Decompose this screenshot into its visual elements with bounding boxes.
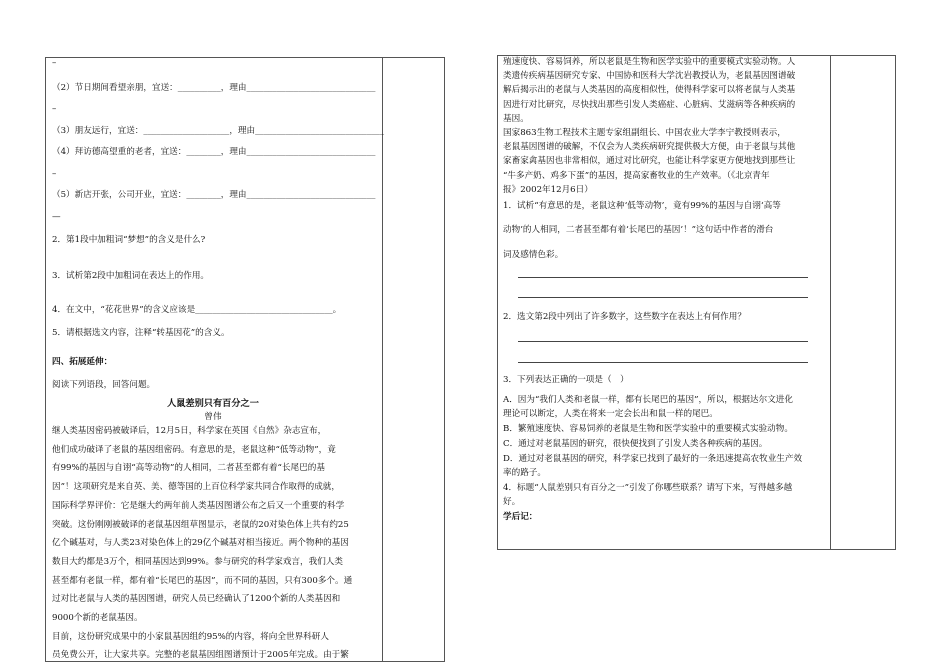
option-a-line-2: 理论可以断定，人类在将来一定会长出和鼠一样的尾巴。 [503, 409, 718, 419]
reading-instruction: 阅读下列语段，回答问题。 [52, 380, 156, 390]
paragraph-line: 员免费公开，让大家共享。完整的老鼠基因组图谱预计于2005年完成。由于繁 [52, 650, 349, 661]
option-d-line-1: D．通过对老鼠基因的研究，科学家已找到了最好的一条迅速提高农牧业生产效 [503, 454, 803, 464]
paragraph-line: 类遗传疾病基因研究专家、中国协和医科大学沈岩教授认为，老鼠基因图谱破 [503, 71, 796, 82]
question-4-fill-blank: （4）拜访德高望重的老者，宜送：________，理由______________________________ [52, 147, 376, 157]
question-2-fill-blank: （2）节日期间看望亲朋，宜送：__________，理由______________________________ [52, 83, 376, 93]
paragraph-line: 甚至都有老鼠一样，都有着“长尾巴的基因”，而不同的基因，只有300多个。通 [52, 575, 353, 586]
option-d-line-2: 率的路子。 [503, 468, 546, 478]
answer-line [518, 341, 808, 342]
afterword-label: 学后记： [503, 512, 538, 522]
paragraph-line: 他们成功破译了老鼠的基因组密码。有意思的是，老鼠这种“低等动物”，竟 [52, 444, 336, 455]
right-margin-column-divider [830, 56, 831, 549]
exercise-item-2: 2．第1段中加粗词“梦想”的含义是什么? [52, 235, 206, 245]
paragraph-line: 数目大约都是3万个，相同基因达到99%。参与研究的科学家戏言，我们人类 [52, 556, 343, 567]
answer-line [518, 362, 808, 363]
exercise-item-3: 3．试析第2段中加粗词在表达上的作用。 [52, 271, 210, 281]
paragraph-line: 基因。 [503, 113, 529, 124]
question-4-line-1: 4．标题“人鼠差别只有百分之一”引发了你哪些联系？请写下来，写得越多越 [503, 483, 793, 493]
answer-line [518, 277, 808, 278]
paragraph-line: 殖速度快、容易饲养，所以老鼠是生物和医学实验中的重要模式实验动物。人 [503, 57, 796, 67]
paragraph-line: 亿个碱基对，与人类23对染色体上的29亿个碱基对相当接近。两个物种的基因 [52, 538, 349, 549]
left-margin-column-divider [382, 58, 383, 661]
article-author: 曾伟 [204, 412, 222, 422]
paragraph-line: 突破。这份刚刚被破译的老鼠基因组草图显示，老鼠的20对染色体上共有约25 [52, 519, 349, 530]
paragraph-line: 国际科学界评价：它是继大约两年前人类基因图谱公布之后又一个重要的科学 [52, 500, 345, 511]
article-title: 人鼠差别只有百分之一 [167, 398, 259, 409]
answer-line [518, 297, 808, 298]
paragraph-line: 有99%的基因与自诩“高等动物”的人相同，二者甚至都有着“长尾巴的基 [52, 463, 325, 474]
paragraph-line: 老鼠基因图谱的破解，不仅会为人类疾病研究提供极大方便，由于老鼠与其他 [503, 142, 796, 153]
paragraph-line: 因”！这项研究是来自英、美、德等国的上百位科学家共同合作取得的成就， [52, 482, 340, 493]
exercise-item-4: 4．在文中，“花花世界”的含义应该是________________________________。 [52, 305, 342, 315]
section-heading: 四、拓展延伸： [52, 357, 113, 367]
question-3-fill-blank: （3）朋友远行，宜送：____________________，理由______________________________ [52, 126, 385, 136]
paragraph-line: 因进行对比研究，尽快找出那些引发人类癌症、心脏病、艾滋病等各种疾病的 [503, 99, 796, 110]
exercise-item-5: 5．请根据选文内容，注释“转基因花”的含义。 [52, 328, 230, 338]
dash-line: – [52, 169, 57, 179]
paragraph-line: 国家863生物工程技术主题专家组副组长、中国农业大学李宁教授则表示， [503, 128, 786, 138]
paragraph-line: 家畜家禽基因也非常相似，通过对比研究，也能让科学家更方便地找到那些让 [503, 156, 796, 167]
paragraph-line: 报》2002年12月6日） [503, 184, 593, 195]
paragraph-line: 继人类基因密码被破译后，12月5日，科学家在英国《自然》杂志宣布， [52, 426, 327, 436]
dash-line: – [52, 58, 57, 68]
dash-line: — [52, 212, 61, 222]
question-3: 3．下列表达正确的一项是（ ） [503, 375, 629, 385]
question-5-fill-blank: （5）新店开张，公司开业，宜送：________，理由______________________________ [52, 190, 376, 200]
question-1-line-2: 动物’的人相同，二者甚至都有着‘长尾巴的基因’！”这句话中作者的滑台 [503, 225, 774, 235]
question-1-line-3: 词及感情色彩。 [503, 250, 564, 260]
paragraph-line: 解后揭示出的老鼠与人类基因的高度相似性，使得科学家可以将老鼠与人类基 [503, 85, 796, 96]
paragraph-line: “牛多产奶、鸡多下蛋”的基因，提高家畜牧业的生产效率。（《北京青年 [503, 170, 770, 181]
question-4-line-2: 好。 [503, 497, 521, 507]
option-b: B．繁殖速度快、容易饲养的老鼠是生物和医学实验中的重要模式实验动物。 [503, 424, 793, 434]
option-a-line-1: A．因为“我们人类和老鼠一样，都有长尾巴的基因”，所以，根据达尔文进化 [503, 395, 793, 405]
paragraph-line: 9000个新的老鼠基因。 [52, 613, 143, 623]
question-2: 2．选文第2段中列出了许多数字，这些数字在表达上有何作用？ [503, 312, 746, 322]
dash-line: – [52, 104, 57, 114]
paragraph-line: 目前，这份研究成果中的小家鼠基因组约95%的内容，将向全世界科研人 [52, 631, 329, 642]
option-c: C．通过对老鼠基因的研究，很快便找到了引发人类各种疾病的基因。 [503, 439, 768, 449]
question-1-line-1: 1．试析“有意思的是，老鼠这种‘低等动物’，竟有99%的基因与自诩‘高等 [503, 201, 781, 211]
paragraph-line: 过对比老鼠与人类的基因图谱，研究人员已经确认了1200个新的人类基因和 [52, 594, 341, 605]
